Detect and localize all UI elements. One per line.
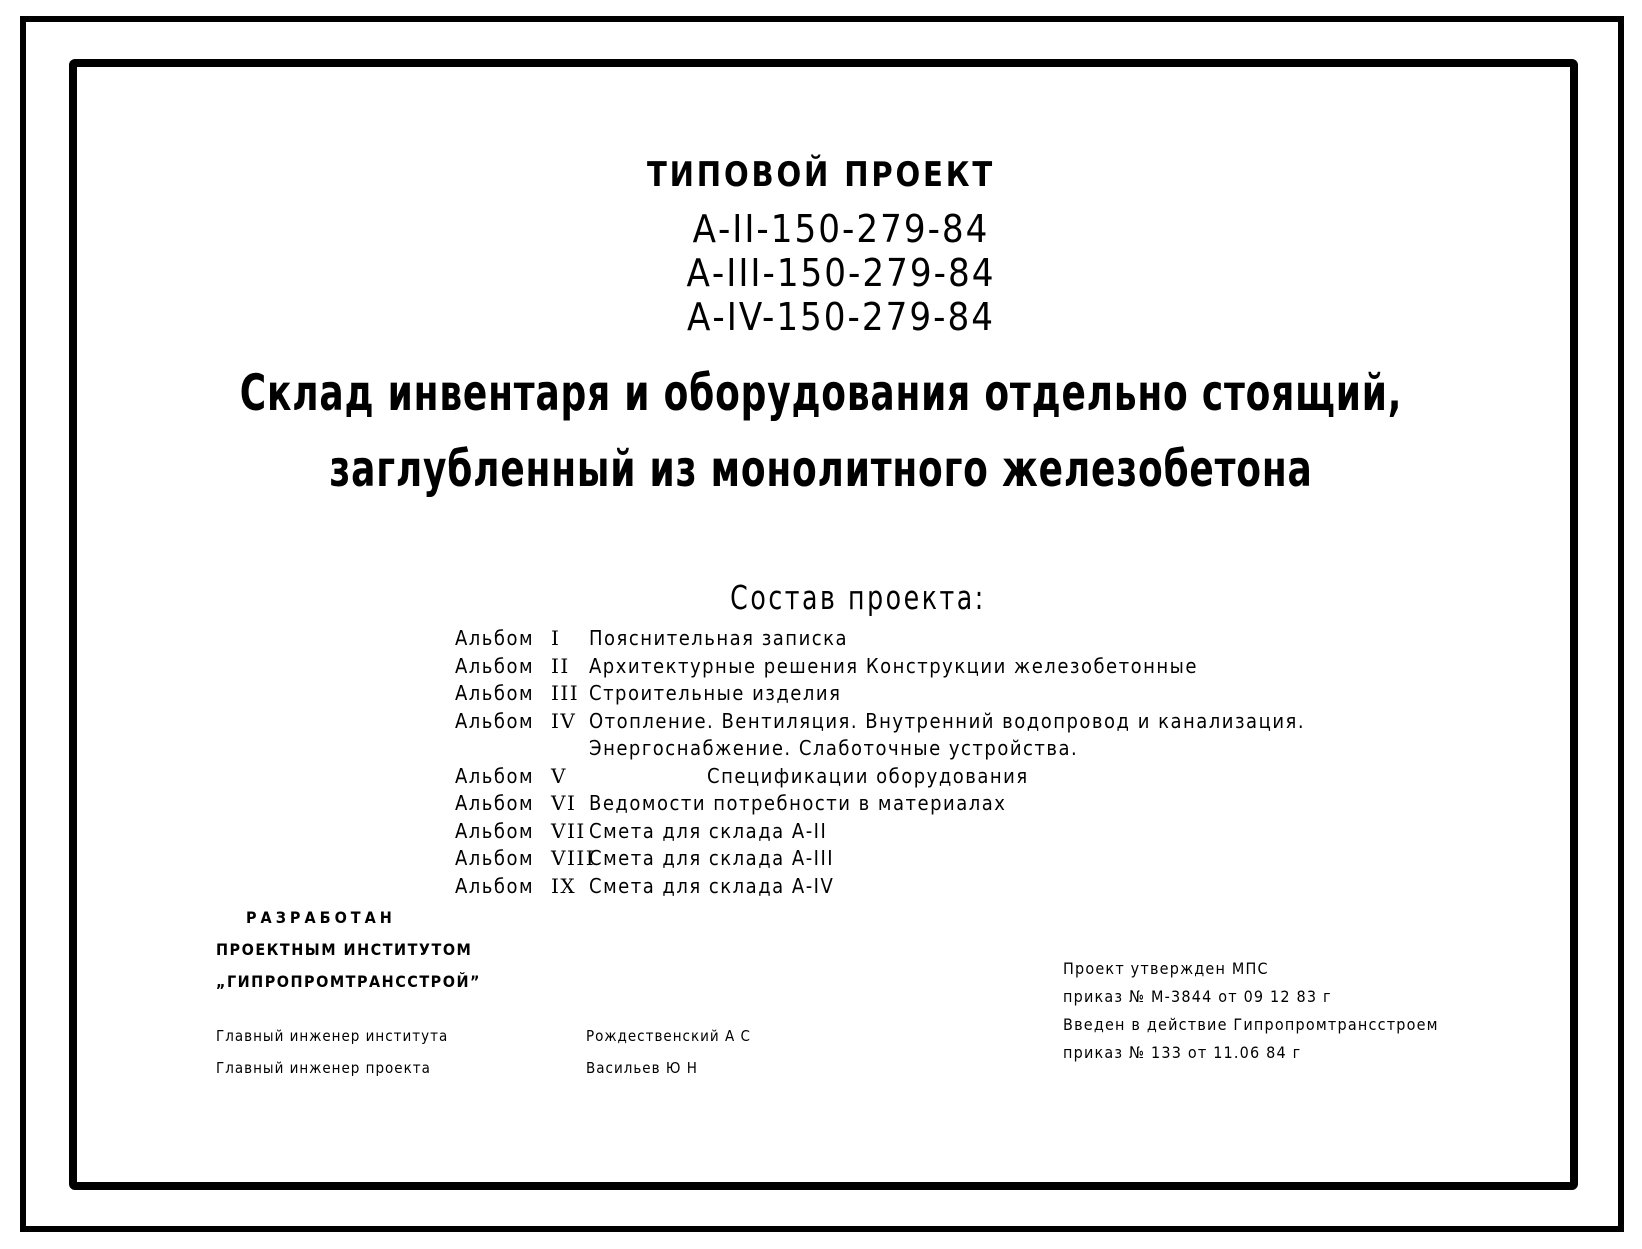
album-row bbox=[455, 763, 1305, 791]
project-code: А-II-150-279-84 bbox=[692, 207, 990, 251]
album-number: II bbox=[551, 653, 570, 678]
signers-block bbox=[216, 1020, 751, 1084]
album-number: V bbox=[551, 763, 567, 788]
album-number: VII bbox=[551, 818, 586, 843]
album-word: Альбом bbox=[455, 681, 535, 705]
album-number: III bbox=[551, 681, 580, 705]
album-description: Архитектурные решения Конструкции железобетонные bbox=[589, 653, 1198, 678]
developer-institute-label: ПРОЕКТНЫМ ИНСТИТУТОМ bbox=[216, 940, 473, 959]
album-description-continuation: Энергоснабжение. Слаботочные устройства. bbox=[589, 736, 1079, 760]
album-word: Альбом bbox=[455, 846, 535, 870]
signer-row bbox=[216, 1052, 751, 1084]
album-row bbox=[455, 818, 1305, 846]
album-word: Альбом bbox=[455, 763, 535, 788]
project-title-line-1: Склад инвентаря и оборудования отдельно стоящий, bbox=[239, 364, 1403, 422]
album-word: Альбом bbox=[455, 791, 535, 815]
album-description: Смета для склада А-IV bbox=[589, 873, 835, 898]
signer-role: Главный инженер проекта bbox=[216, 1059, 431, 1077]
album-row bbox=[455, 790, 1305, 818]
album-word: Альбом bbox=[455, 873, 535, 898]
album-number: IV bbox=[551, 708, 577, 733]
album-row bbox=[455, 625, 1305, 653]
album-word: Альбом bbox=[455, 818, 535, 843]
album-description: Строительные изделия bbox=[589, 681, 842, 705]
project-codes bbox=[0, 207, 1642, 339]
signer-name: Васильев Ю Н bbox=[586, 1059, 698, 1077]
album-row bbox=[455, 708, 1305, 736]
developer-label: РАЗРАБОТАН bbox=[246, 908, 396, 927]
album-description: Пояснительная записка bbox=[589, 626, 849, 650]
approval-block bbox=[1063, 955, 1439, 1067]
signer-role: Главный инженер института bbox=[216, 1027, 449, 1045]
composition-heading: Состав проекта: bbox=[730, 578, 986, 617]
album-description: Смета для склада А-III bbox=[589, 846, 835, 870]
album-row bbox=[455, 653, 1305, 681]
album-description: Спецификации оборудования bbox=[707, 763, 1029, 788]
album-number: VI bbox=[551, 791, 577, 815]
signer-name: Рождественский А С bbox=[586, 1027, 751, 1045]
album-word: Альбом bbox=[455, 626, 535, 650]
approval-line: приказ № М-3844 от 09 12 83 г bbox=[1063, 987, 1332, 1006]
album-list bbox=[455, 625, 1305, 900]
album-number: VIII bbox=[551, 846, 596, 870]
signer-row bbox=[216, 1020, 751, 1052]
project-code: А-IV-150-279-84 bbox=[687, 295, 995, 339]
approval-line: Проект утвержден МПС bbox=[1063, 959, 1269, 978]
album-row bbox=[455, 680, 1305, 708]
album-description: Смета для склада А-II bbox=[589, 818, 828, 843]
project-code: А-III-150-279-84 bbox=[686, 251, 996, 295]
project-type-label: ТИПОВОЙ ПРОЕКТ bbox=[646, 155, 996, 195]
approval-line: Введен в действие Гипропромтрансстроем bbox=[1063, 1015, 1439, 1034]
album-description: Ведомости потребности в материалах bbox=[589, 791, 1007, 815]
developer-block bbox=[216, 902, 481, 998]
album-number: IX bbox=[551, 873, 577, 898]
approval-line: приказ № 133 от 11.06 84 г bbox=[1063, 1043, 1302, 1062]
developer-institute-name: „ГИПРОПРОМТРАНССТРОЙ” bbox=[216, 972, 481, 991]
album-row bbox=[455, 873, 1305, 901]
album-row bbox=[455, 845, 1305, 873]
album-description: Отопление. Вентиляция. Внутренний водопровод и канализация. bbox=[589, 708, 1306, 733]
album-word: Альбом bbox=[455, 653, 535, 678]
album-word: Альбом bbox=[455, 708, 535, 733]
album-number: I bbox=[551, 626, 561, 650]
project-title-line-2: заглубленный из монолитного железобетона bbox=[329, 440, 1313, 498]
